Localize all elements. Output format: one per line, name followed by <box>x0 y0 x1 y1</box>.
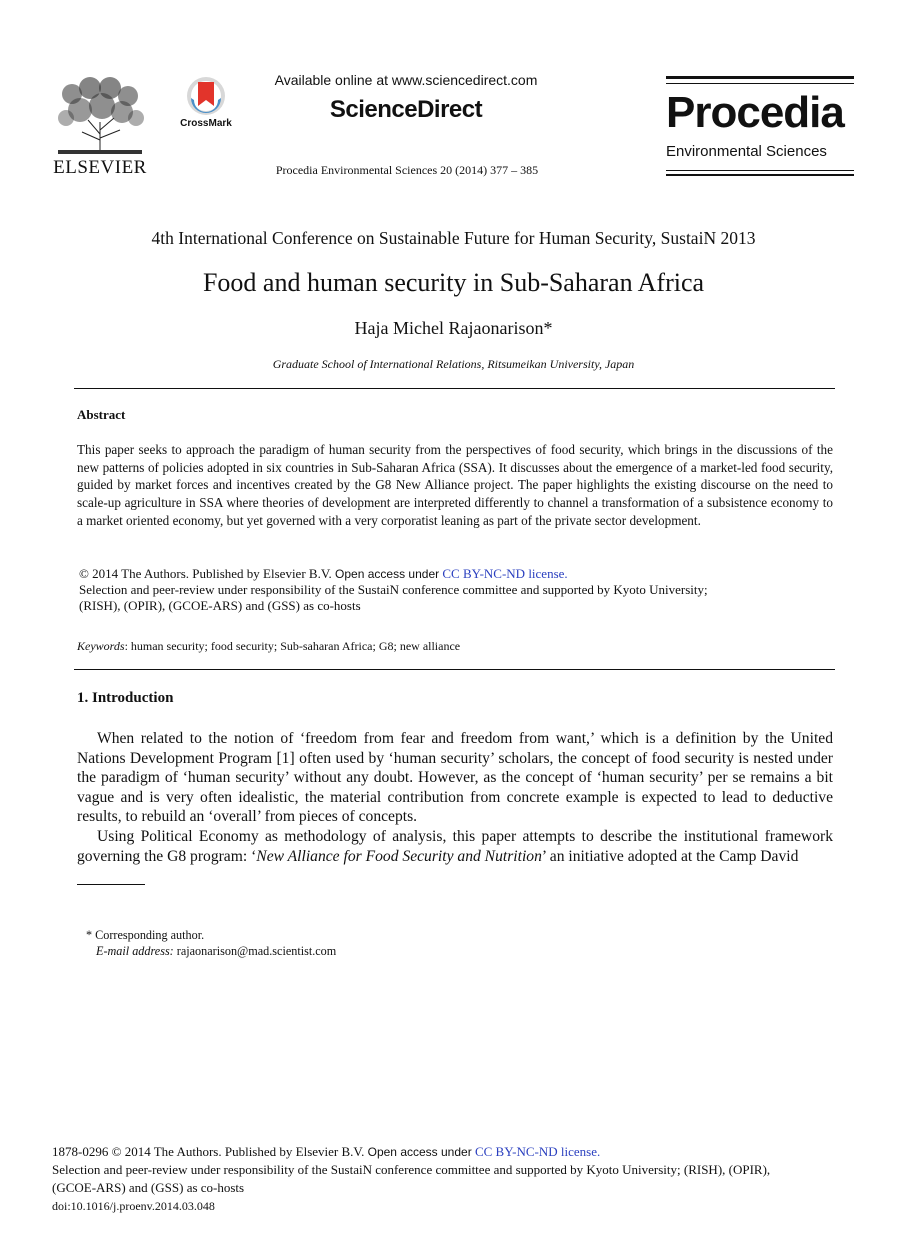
footer-issn-copyright: 1878-0296 © 2014 The Authors. Published by Elsevier B.V. <box>52 1144 365 1159</box>
intro-paragraph-2 <box>77 827 833 866</box>
abstract-body: This paper seeks to approach the paradigm of human security from the perspectives of food security, which brings in the discussions of the new patterns of policies adopted in six countries in Sub-Saharan Africa (SSA). It discusses about the emergence of a market-led food security, guided by market forces and incentives created by the G8 New Alliance project. The paper highlights the existing discourse on the need to scale-up agriculture in SSA where theories of development are interpreted differently to channel a transformation of a subsistence economy to a market oriented economy, but yet governed with a very corporatist leaning as part of the private sector development. <box>77 442 833 528</box>
copyright-line <box>79 566 835 582</box>
procedia-title: Procedia <box>666 88 844 137</box>
divider-top <box>74 388 835 389</box>
procedia-bottom-rule-thin <box>666 170 854 171</box>
open-access-text: Open access under <box>335 567 440 581</box>
available-online-text: Available online at www.sciencedirect.com <box>274 72 538 88</box>
email-address[interactable]: rajaonarison@mad.scientist.com <box>176 944 337 958</box>
journal-reference: Procedia Environmental Sciences 20 (2014) 377 – 385 <box>275 163 539 177</box>
footnote-rule <box>77 884 145 885</box>
conference-name: 4th International Conference on Sustainable Future for Human Security, SustaiN 2013 <box>151 228 756 248</box>
intro-p2-italic: New Alliance for Food Security and Nutrition <box>256 847 542 865</box>
introduction-heading: 1. Introduction <box>77 690 174 706</box>
keywords-line <box>77 639 833 654</box>
procedia-top-rule <box>666 76 854 79</box>
copyright-block <box>79 566 835 615</box>
paper-title: Food and human security in Sub-Saharan Africa <box>202 268 705 297</box>
keywords-list: : human security; food security; Sub-saharan Africa; G8; new alliance <box>124 639 461 653</box>
footnote-email <box>86 943 336 959</box>
intro-p2-end: ’ an initiative adopted at the Camp David <box>541 847 799 865</box>
procedia-bottom-rule <box>666 174 854 176</box>
procedia-top-rule-thin <box>666 83 854 84</box>
divider-bottom <box>74 669 835 670</box>
footer-copyright-line <box>52 1143 864 1161</box>
procedia-logo <box>666 76 854 176</box>
footnote <box>86 927 336 959</box>
author-affiliation: Graduate School of International Relations, Ritsumeikan University, Japan <box>272 357 635 371</box>
copyright-text: © 2014 The Authors. Published by Elsevier B.V. <box>79 566 332 581</box>
footer-open-access: Open access under <box>367 1145 472 1159</box>
peer-review-line-1: Selection and peer-review under responsibility of the SustaiN conference committee and supported by Kyoto University; <box>79 582 708 598</box>
footnote-corresponding <box>86 927 336 943</box>
footer-doi[interactable]: doi:10.1016/j.proenv.2014.03.048 <box>52 1199 215 1213</box>
crossmark-label: CrossMark <box>180 118 232 129</box>
footer-review-line-2: (GCOE-ARS) and (GSS) as co-hosts <box>52 1180 245 1195</box>
author-name: Haja Michel Rajaonarison* <box>354 318 553 338</box>
footer-review-line-1: Selection and peer-review under responsibility of the SustaiN conference committee and supported by Kyoto University; (RISH), (OPIR), <box>52 1162 771 1177</box>
email-label: E-mail address: <box>96 944 174 958</box>
footnote-corresponding-text: Corresponding author. <box>95 928 205 942</box>
abstract-heading: Abstract <box>77 407 126 422</box>
page-footer <box>52 1143 864 1215</box>
introduction-body <box>77 729 833 866</box>
intro-paragraph-1: When related to the notion of ‘freedom from fear and freedom from want,’ which is a definition by the United Nations Development Program [1] often used by ‘human security’ scholars, the concept of food security is nested under the paradigm of ‘human security’ without any doubt. However, as the concept of ‘human security’ per se remains a bit vague and is very often idealistic, the material contribution from concrete example is expected to lead to deductive results, to rebuild an ‘overall’ from pieces of concepts. <box>77 730 833 826</box>
footnote-marker: * <box>86 928 93 942</box>
license-link[interactable]: CC BY-NC-ND license. <box>442 566 568 581</box>
procedia-subtitle: Environmental Sciences <box>666 143 827 160</box>
peer-review-line-2: (RISH), (OPIR), (GCOE-ARS) and (GSS) as co-hosts <box>79 598 361 614</box>
intro-p2-start: Using Political Economy as methodology of analysis, this paper attempts to describe the institutional framework governing the G8 program: ‘ <box>77 827 833 865</box>
elsevier-wordmark: ELSEVIER <box>53 157 147 178</box>
keywords-label: Keywords <box>77 639 125 653</box>
footer-license-link[interactable]: CC BY-NC-ND license. <box>474 1144 601 1159</box>
sciencedirect-logo[interactable]: ScienceDirect <box>329 96 483 123</box>
